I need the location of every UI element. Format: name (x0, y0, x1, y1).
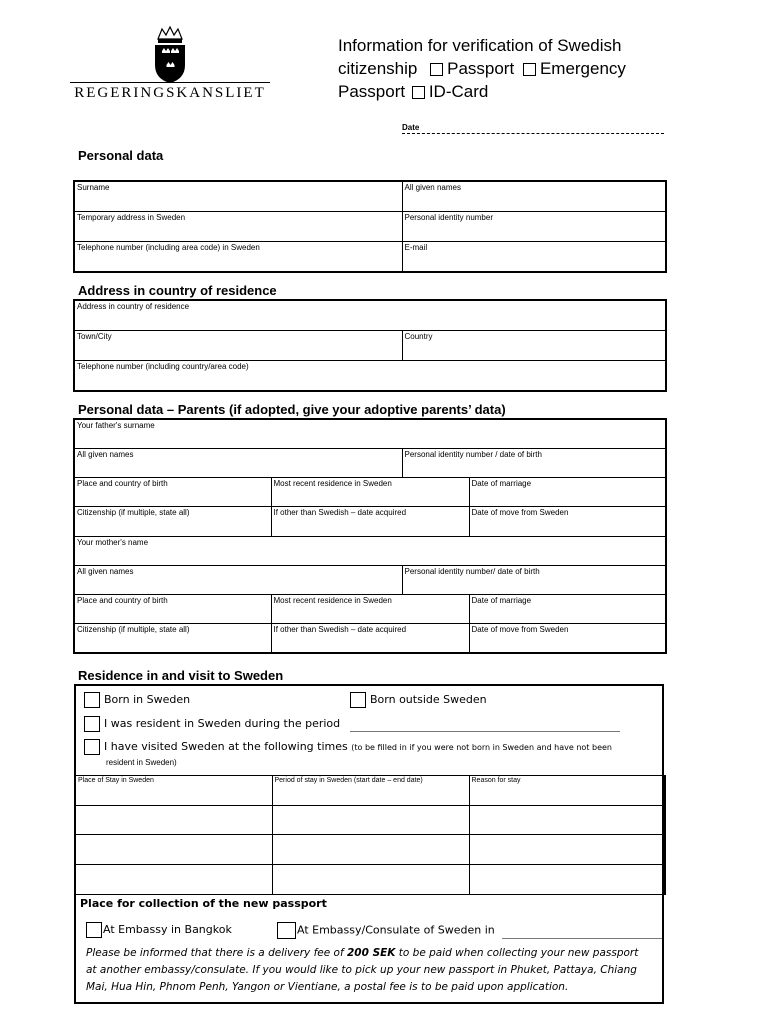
idcard-checkbox[interactable] (412, 86, 425, 99)
stay-reason-cell[interactable] (469, 835, 665, 865)
surname-field[interactable]: Surname (74, 181, 402, 211)
mother-given-field[interactable]: All given names (74, 565, 402, 594)
logo-rule (70, 82, 270, 83)
mother-recent-field[interactable]: Most recent residence in Sweden (271, 594, 469, 623)
visited-option[interactable] (84, 739, 612, 755)
father-marriage-field[interactable]: Date of marriage (469, 477, 666, 506)
bangkok-option[interactable] (86, 922, 232, 938)
born-in-option[interactable] (84, 692, 190, 708)
title-line-2: citizenship (338, 59, 418, 78)
born-out-checkbox[interactable] (350, 692, 366, 708)
idcard-label: ID-Card (428, 82, 489, 101)
stay-reason-cell[interactable] (469, 806, 665, 835)
note-line-2: at another embassy/consulate. If you would like to pick up your new passport in Phuket, Pattaya, Chiang (86, 964, 637, 976)
personal-data-table (73, 180, 667, 273)
born-out-option[interactable] (350, 692, 487, 708)
born-in-checkbox[interactable] (84, 692, 100, 708)
resident-checkbox[interactable] (84, 716, 100, 732)
address-heading: Address in country of residence (78, 283, 277, 298)
bangkok-label: At Embassy in Bangkok (103, 923, 232, 936)
parents-heading: Personal data – Parents (if adopted, give your adoptive parents’ data) (78, 402, 506, 417)
crown-shield-icon (70, 25, 270, 85)
stay-period-cell[interactable] (272, 835, 469, 865)
consulate-city-line[interactable] (502, 938, 662, 939)
form-title (338, 34, 668, 103)
resident-option[interactable] (84, 716, 620, 732)
mother-name-field[interactable]: Your mother's name (74, 536, 666, 565)
stays-table (74, 775, 666, 895)
stay-place-cell[interactable] (75, 865, 272, 895)
title-line-3: Passport (338, 82, 406, 101)
delivery-fee-note (86, 945, 661, 996)
mother-marriage-field[interactable]: Date of marriage (469, 594, 666, 623)
note-part-a: Please be informed that there is a delivery fee of (86, 947, 347, 959)
father-acquired-field[interactable]: If other than Swedish – date acquired (271, 506, 469, 536)
born-out-label: Born outside Sweden (370, 693, 487, 706)
mother-move-field[interactable]: Date of move from Sweden (469, 623, 666, 653)
address-table (73, 299, 667, 392)
resident-label: I was resident in Sweden during the period (104, 717, 341, 730)
collection-heading: Place for collection of the new passport (80, 897, 327, 910)
col-period: Period of stay in Sweden (start date – end date) (272, 776, 469, 806)
resident-period-line[interactable] (350, 731, 620, 732)
consulate-checkbox[interactable] (277, 922, 296, 939)
parents-table (73, 418, 667, 654)
emergency-label: Emergency (539, 59, 626, 78)
temp-address-field[interactable]: Temporary address in Sweden (74, 211, 402, 241)
consulate-label: At Embassy/Consulate of Sweden in (297, 923, 495, 937)
col-place: Place of Stay in Sweden (75, 776, 272, 806)
country-field[interactable]: Country (402, 330, 666, 360)
consulate-option[interactable] (277, 922, 662, 939)
phone-sweden-field[interactable]: Telephone number (including area code) in Sweden (74, 241, 402, 272)
note-line-3: Mai, Hua Hin, Phnom Penh, Yangon or Vientiane, a postal fee is to be paid upon application. (86, 981, 569, 993)
visited-checkbox[interactable] (84, 739, 100, 755)
mother-citizenship-field[interactable]: Citizenship (if multiple, state all) (74, 623, 271, 653)
pin-field[interactable]: Personal identity number (402, 211, 666, 241)
regeringskansliet-logo (70, 25, 270, 105)
stay-period-cell[interactable] (272, 865, 469, 895)
title-line-1: Information for verification of Swedish (338, 36, 622, 55)
mother-acquired-field[interactable]: If other than Swedish – date acquired (271, 623, 469, 653)
visited-note-2: resident in Sweden) (106, 758, 177, 767)
mother-pin-field[interactable]: Personal identity number/ date of birth (402, 565, 666, 594)
residence-heading: Residence in and visit to Sweden (78, 668, 284, 683)
father-surname-field[interactable]: Your father's surname (74, 419, 666, 448)
stay-period-cell[interactable] (272, 806, 469, 835)
logo-wordmark: REGERINGSKANSLIET (74, 85, 266, 101)
visited-note: (to be filled in if you were not born in Sweden and have not been (351, 743, 612, 752)
father-birth-field[interactable]: Place and country of birth (74, 477, 271, 506)
passport-label: Passport (447, 59, 515, 78)
father-move-field[interactable]: Date of move from Sweden (469, 506, 666, 536)
emergency-checkbox[interactable] (523, 63, 536, 76)
father-given-field[interactable]: All given names (74, 448, 402, 477)
personal-data-heading: Personal data (78, 148, 164, 163)
note-part-b: to be paid when collecting your new passport (395, 947, 639, 959)
father-citizenship-field[interactable]: Citizenship (if multiple, state all) (74, 506, 271, 536)
residence-address-field[interactable]: Address in country of residence (74, 300, 666, 330)
mother-birth-field[interactable]: Place and country of birth (74, 594, 271, 623)
email-field[interactable]: E-mail (402, 241, 666, 272)
phone-country-field[interactable]: Telephone number (including country/area code) (74, 360, 666, 391)
col-reason: Reason for stay (469, 776, 665, 806)
stay-place-cell[interactable] (75, 806, 272, 835)
father-recent-field[interactable]: Most recent residence in Sweden (271, 477, 469, 506)
father-pin-field[interactable]: Personal identity number / date of birth (402, 448, 666, 477)
date-field[interactable] (402, 123, 664, 134)
given-names-field[interactable]: All given names (402, 181, 666, 211)
born-in-label: Born in Sweden (104, 693, 191, 706)
town-field[interactable]: Town/City (74, 330, 402, 360)
passport-checkbox[interactable] (430, 63, 443, 76)
fee-amount: 200 SEK (347, 947, 396, 959)
stay-reason-cell[interactable] (469, 865, 665, 895)
stay-place-cell[interactable] (75, 835, 272, 865)
bangkok-checkbox[interactable] (86, 922, 102, 938)
date-label: Date (402, 123, 420, 132)
visited-label: I have visited Sweden at the following times (104, 740, 348, 753)
